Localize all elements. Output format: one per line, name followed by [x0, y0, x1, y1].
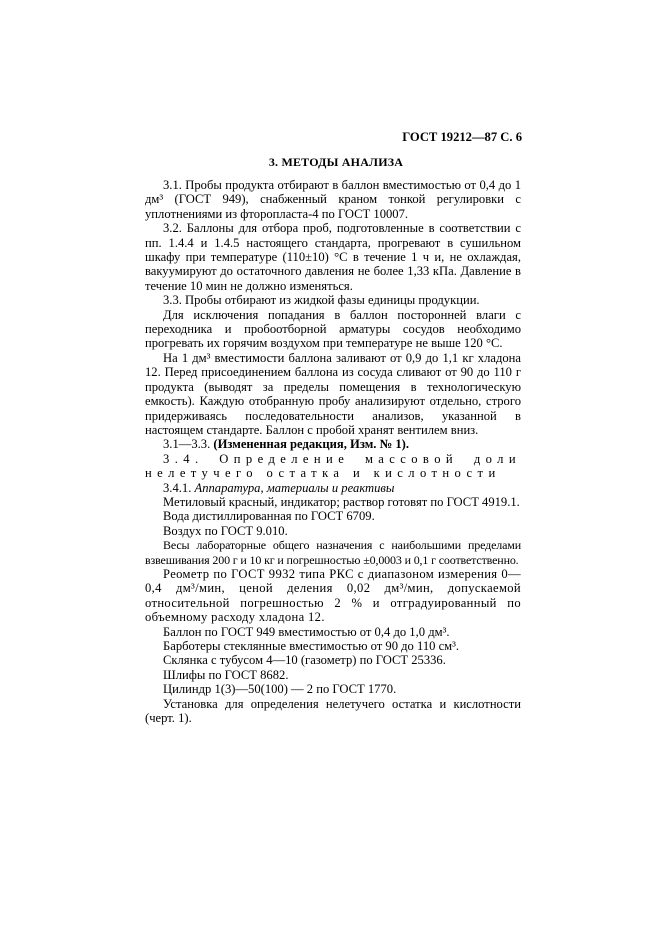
- list-item: Реометр по ГОСТ 9932 типа РКС с диапазоном измерения 0—0,4 дм³/мин, ценой деления 0,02 дм³/мин, допускаемой относительной погрешностью 2 % и отградуированный по объемному расходу хладона 12.: [145, 566, 521, 625]
- section-title: 3. МЕТОДЫ АНАЛИЗА: [268, 155, 404, 169]
- document-body: [145, 178, 521, 725]
- subsection-3-4: 3.4. Определение массовой доли нелетучего остатка и кислотности: [145, 451, 521, 481]
- list-item: Установка для определения нелетучего остатка и кислотности (черт. 1).: [145, 696, 521, 726]
- amendment-bold: (Измененная редакция, Изм. № 1).: [213, 437, 410, 452]
- paragraph-3-3: 3.3. Пробы отбирают из жидкой фазы единицы продукции.: [163, 293, 480, 308]
- subsection-3-4-1-title: Аппаратура, материалы и реактивы: [194, 480, 395, 495]
- list-item: Метиловый красный, индикатор; раствор готовят по ГОСТ 4919.1.: [163, 494, 520, 509]
- list-item: Вода дистиллированная по ГОСТ 6709.: [163, 509, 375, 524]
- paragraph-3-1: 3.1. Пробы продукта отбирают в баллон вместимостью от 0,4 до 1 дм³ (ГОСТ 949), снабженный краном тонкой регулировки с уплотнениями из фторопласта-4 по ГОСТ 10007.: [145, 178, 521, 221]
- paragraph-3-2: 3.2. Баллоны для отбора проб, подготовленные в соответствии с пп. 1.4.4 и 1.4.5 настоящего стандарта, прогревают в сушильном шкафу при температуре (110±10) °С в течение 1 ч и, не охлаждая, вакуумируют до остаточного давления не более 1,33 кПа. Давление в течение 10 мин не должно изменяться.: [145, 221, 521, 293]
- amendment-prefix: 3.1—3.3.: [163, 437, 211, 452]
- paragraph-moisture: Для исключения попадания в баллон посторонней влаги с переходника и пробоотборной арматуры сосудов необходимо прогревать их горячим воздухом при температуре не выше 120 °С.: [145, 307, 521, 351]
- list-item: Баллон по ГОСТ 949 вместимостью от 0,4 до 1,0 дм³.: [163, 624, 450, 639]
- page-header: ГОСТ 19212—87 С. 6: [402, 130, 522, 144]
- subsection-3-4-1: [145, 481, 521, 495]
- list-item: Воздух по ГОСТ 9.010.: [163, 523, 288, 538]
- list-item: Цилиндр 1(3)—50(100) — 2 по ГОСТ 1770.: [163, 682, 397, 697]
- subsection-3-4-1-number: 3.4.1.: [163, 480, 192, 495]
- list-item: Барботеры стеклянные вместимостью от 90 до 110 см³.: [163, 639, 460, 653]
- paragraph-filling: На 1 дм³ вместимости баллона заливают от 0,9 до 1,1 кг хладона 12. Перед присоединением баллона из сосуда сливают от 90 до 110 г продукта (выводят за пределы помещения в технологическую емкость). Каждую отобранную пробу анализируют отдельно, строго придерживаясь последовательности анализов, указанной в настоящем стандарте. Баллон с пробой хранят вентилем вниз.: [145, 350, 521, 437]
- amendment-note: [145, 437, 521, 451]
- list-item: Склянка с тубусом 4—10 (газометр) по ГОСТ 25336.: [163, 653, 446, 668]
- list-item: Шлифы по ГОСТ 8682.: [163, 667, 289, 682]
- list-item: Весы лабораторные общего назначения с наибольшими пределами взвешивания 200 г и 10 кг и погрешностью ±0,0003 и 0,1 г соответственно.: [145, 538, 521, 567]
